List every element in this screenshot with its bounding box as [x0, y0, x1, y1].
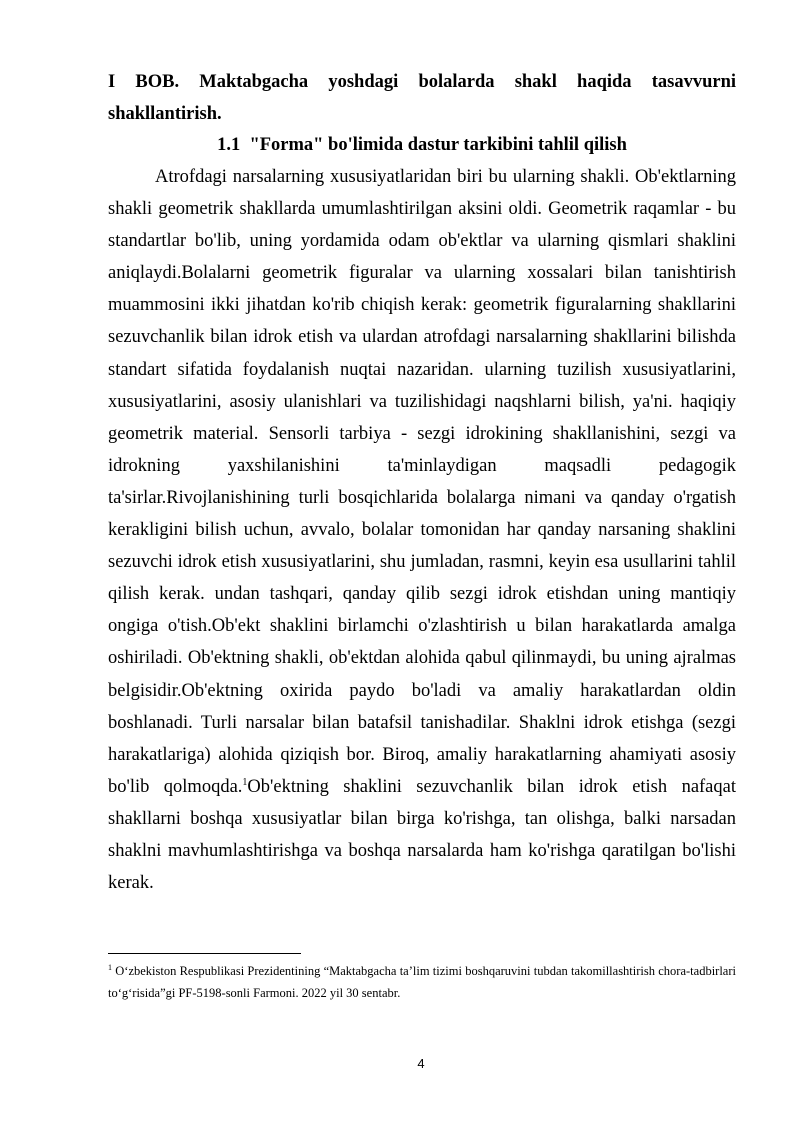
footnote-text: O‘zbekiston Respublikasi Prezidentining “Maktabgacha ta’lim tizimi boshqaruvini tubdan takomillashtirish chora-tadbirlari to‘g‘risida”gi PF-5198-sonli Farmoni. 2022 yil 30 sentabr. [108, 964, 736, 1000]
footnote-marker: 1 [108, 962, 112, 972]
page-number: 4 [417, 1056, 425, 1071]
body-text-part-1: Atrofdagi narsalarning xususiyatlaridan biri bu ularning shakli. Ob'ektlarning shakli geometrik shakllarda umumlashtirilgan aksini oldi. Geometrik raqamlar - bu standartlar bo'lib, uning yordamida odam ob'ektlar va ularning qismlari shaklini aniqlaydi.Bolalarni geometrik figuralar va ularning xossalari bilan tanishtirish muammosini ikki jihatdan ko'rib chiqish kerak: geometrik figuralarning shakllarini sezuvchanlik bilan idrok etish va ulardan atrofdagi narsalarning shakllarini bilishda standart sifatida foydalanish nuqtai nazaridan. ularning tuzilish xususiyatlarini, xususiyatlarini, asosiy ulanishlari va tuzilishidagi naqshlarni bilish, ya'ni. haqiqiy geometrik material. Sensorli tarbiya - sezgi idrokining shakllanishini, sezgi va idrokning yaxshilanishini ta'minlaydigan maqsadli pedagogik ta'sirlar.Rivojlanishining turli bosqichlarida bolalarga nimani va qanday o'rgatish kerakligini bilish uchun, avvalo, bolalar tomonidan har qanday narsaning shaklini sezuvchi idrok etish xususiyatlarini, shu jumladan, rasmni, keyin esa usullarini tahlil qilish kerak. undan tashqari, qanday qilib sezgi idrok etishdan uning mantiqiy ongiga o'tish.Ob'ekt shaklini birlamchi o'zlashtirish u bilan harakatlarda amalga oshiriladi. Ob'ektning shakli, ob'ektdan alohida qabul qilinmaydi, bu uning ajralmas belgisidir.Ob'ektning oxirida paydo bo'ladi va amaliy harakatlardan oldin boshlanadi. Turli narsalar bilan batafsil tanishadilar. Shaklni idrok etishga (sezgi harakatlariga) alohida qiziqish bor. Biroq, amaliy harakatlarning ahamiyati asosiy bo'lib qolmoqda. [108, 167, 736, 797]
body-paragraph [108, 161, 736, 899]
footnote-reference[interactable]: 1 [242, 776, 248, 788]
footnote-divider [108, 953, 301, 954]
body-text-part-2: Ob'ektning shaklini sezuvchanlik bilan idrok etish nafaqat shakllarni boshqa xususiyatlar bilan birga ko'rishga, tan olishga, balki narsadan shaklni mavhumlashtirishga va boshqa narsalarda ham ko'rishga qaratilgan bo'lishi kerak. [108, 776, 736, 894]
chapter-title: I BOB. Maktabgacha yoshdagi bolalarda shakl haqida tasavvurni shakllantirish. [108, 72, 736, 124]
section-title: 1.1 "Forma" bo'limida dastur tarkibini tahlil qilish [217, 135, 627, 155]
footnote [108, 960, 736, 1004]
